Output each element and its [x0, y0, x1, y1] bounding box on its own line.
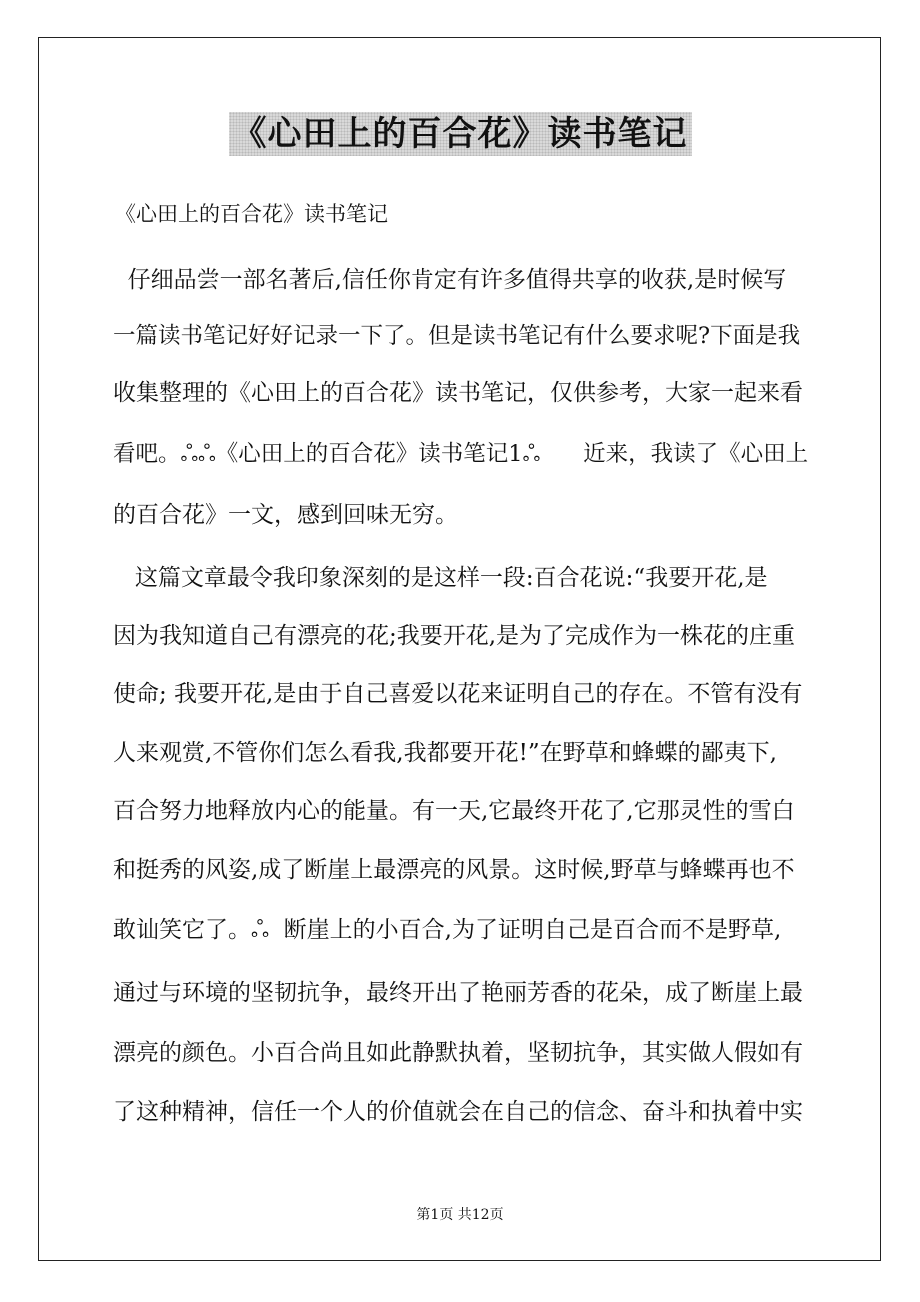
body-line: 和挺秀的风姿,成了断崖上最漂亮的风景。这时候,野草与蜂蝶再也不	[113, 857, 795, 883]
body-line: 看吧。ஃஃ《心田上的百合花》读书笔记1ஃ 近来，我读了《心田上	[113, 441, 809, 467]
page-number: 第1页 共12页	[416, 1207, 504, 1223]
body-line: 仔细品尝一部名著后,信任你肯定有许多值得共享的收获,是时候写	[113, 267, 787, 293]
body-line: 使命; 我要开花,是由于自己喜爱以花来证明自己的存在。不管有没有	[113, 681, 803, 707]
body-line: 人来观赏,不管你们怎么看我,我都要开花!”在野草和蜂蝶的鄙夷下,	[113, 740, 777, 766]
body-line: 的百合花》一文，感到回味无穷。	[113, 502, 458, 528]
title-container	[0, 112, 920, 156]
body-line: 通过与环境的坚韧抗争，最终开出了艳丽芳香的花朵，成了断崖上最	[113, 980, 803, 1006]
body-line: 百合努力地释放内心的能量。有一天,它最终开花了,它那灵性的雪白	[113, 798, 795, 824]
body-line: 收集整理的《心田上的百合花》读书笔记，仅供参考，大家一起来看	[113, 380, 803, 406]
body-line: 这篇文章最令我印象深刻的是这样一段:百合花说:“我要开花,是	[113, 565, 768, 591]
body-line: 了这种精神，信任一个人的价值就会在自己的信念、奋斗和执着中实	[113, 1099, 803, 1125]
body-line: 漂亮的颜色。小百合尚且如此静默执着，坚韧抗争，其实做人假如有	[113, 1040, 803, 1066]
body-line: 敢讪笑它了。ஃ 断崖上的小百合,为了证明自己是百合而不是野草,	[113, 917, 782, 943]
document-subtitle: 《心田上的百合花》读书笔记	[115, 202, 388, 226]
body-line: 一篇读书笔记好好记录一下了。但是读书笔记有什么要求呢?下面是我	[113, 323, 801, 349]
body-line: 因为我知道自己有漂亮的花;我要开花,是为了完成作为一株花的庄重	[113, 623, 796, 649]
document-title: 《心田上的百合花》读书笔记	[229, 112, 692, 156]
